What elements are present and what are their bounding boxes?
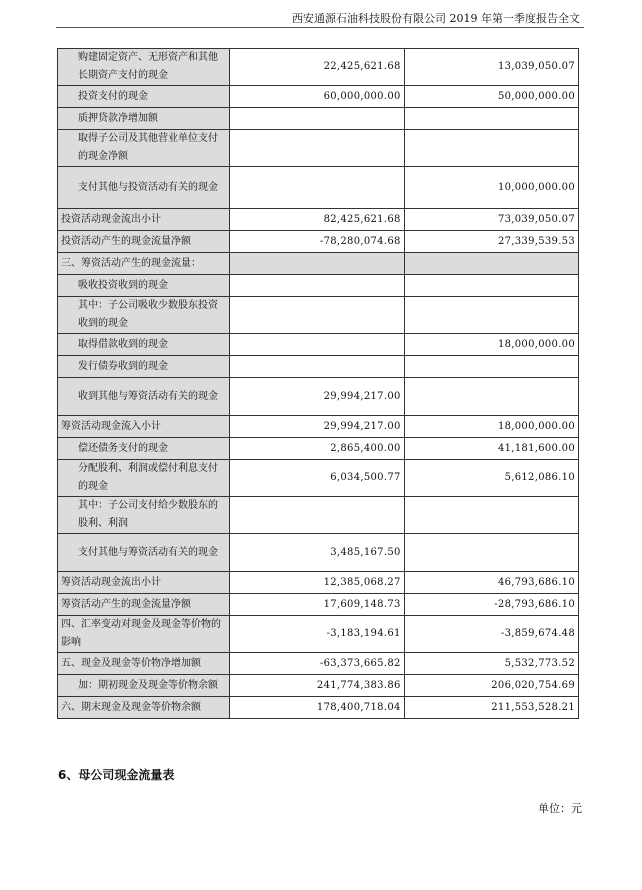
current-period-value — [230, 334, 404, 356]
prior-period-value — [404, 534, 578, 572]
table-row — [58, 231, 579, 253]
current-period-value — [230, 108, 404, 130]
table-row — [58, 297, 579, 334]
row-label: 支付其他与投资活动有关的现金 — [58, 167, 230, 209]
current-period-value: 3,485,167.50 — [230, 534, 404, 572]
prior-period-value: 206,020,754.69 — [404, 675, 578, 697]
prior-period-value: 18,000,000.00 — [404, 334, 578, 356]
current-period-value — [230, 253, 404, 275]
row-label: 发行债券收到的现金 — [58, 356, 230, 378]
current-period-value: 22,425,621.68 — [230, 49, 404, 86]
current-period-value: 60,000,000.00 — [230, 86, 404, 108]
row-label: 支付其他与筹资活动有关的现金 — [58, 534, 230, 572]
prior-period-value: 10,000,000.00 — [404, 167, 578, 209]
table-row — [58, 253, 579, 275]
row-label: 吸收投资收到的现金 — [58, 275, 230, 297]
section-title: 6、母公司现金流量表 — [58, 768, 175, 782]
table-row — [58, 209, 579, 231]
current-period-value — [230, 167, 404, 209]
row-label: 质押贷款净增加额 — [58, 108, 230, 130]
current-period-value: 29,994,217.00 — [230, 378, 404, 416]
table-row — [58, 697, 579, 719]
current-period-value: 2,865,400.00 — [230, 438, 404, 460]
table-row — [58, 497, 579, 534]
report-header-title: 西安通源石油科技股份有限公司 2019 年第一季度报告全文 — [292, 12, 580, 25]
prior-period-value: 5,612,086.10 — [404, 460, 578, 497]
row-label: 六、期末现金及现金等价物余额 — [58, 697, 230, 719]
row-label: 分配股利、利润或偿付利息支付的现金 — [58, 460, 230, 497]
table-row — [58, 378, 579, 416]
row-label: 筹资活动现金流入小计 — [58, 416, 230, 438]
table-row — [58, 167, 579, 209]
row-label: 投资活动现金流出小计 — [58, 209, 230, 231]
current-period-value — [230, 497, 404, 534]
table-row — [58, 594, 579, 616]
unit-label: 单位：元 — [538, 802, 582, 815]
row-label: 筹资活动现金流出小计 — [58, 572, 230, 594]
prior-period-value: 27,339,539.53 — [404, 231, 578, 253]
current-period-value: -78,280,074.68 — [230, 231, 404, 253]
row-label: 取得借款收到的现金 — [58, 334, 230, 356]
current-period-value: 12,385,068.27 — [230, 572, 404, 594]
current-period-value: 241,774,383.86 — [230, 675, 404, 697]
current-period-value — [230, 297, 404, 334]
table-row — [58, 653, 579, 675]
prior-period-value: 50,000,000.00 — [404, 86, 578, 108]
row-label: 取得子公司及其他营业单位支付的现金净额 — [58, 130, 230, 167]
prior-period-value: -3,859,674.48 — [404, 616, 578, 653]
table-row — [58, 534, 579, 572]
row-label: 其中：子公司吸收少数股东投资收到的现金 — [58, 297, 230, 334]
prior-period-value: 211,553,528.21 — [404, 697, 578, 719]
prior-period-value — [404, 130, 578, 167]
current-period-value: -3,183,194.61 — [230, 616, 404, 653]
prior-period-value — [404, 356, 578, 378]
table-row — [58, 108, 579, 130]
prior-period-value: 46,793,686.10 — [404, 572, 578, 594]
table-row — [58, 572, 579, 594]
row-label: 三、筹资活动产生的现金流量： — [58, 253, 230, 275]
current-period-value: 178,400,718.04 — [230, 697, 404, 719]
current-period-value: -63,373,665.82 — [230, 653, 404, 675]
current-period-value: 29,994,217.00 — [230, 416, 404, 438]
table-row — [58, 416, 579, 438]
current-period-value: 82,425,621.68 — [230, 209, 404, 231]
prior-period-value — [404, 253, 578, 275]
row-label: 偿还债务支付的现金 — [58, 438, 230, 460]
prior-period-value: -28,793,686.10 — [404, 594, 578, 616]
prior-period-value — [404, 275, 578, 297]
prior-period-value: 5,532,773.52 — [404, 653, 578, 675]
table-row — [58, 86, 579, 108]
prior-period-value — [404, 497, 578, 534]
current-period-value — [230, 275, 404, 297]
row-label: 五、现金及现金等价物净增加额 — [58, 653, 230, 675]
current-period-value: 6,034,500.77 — [230, 460, 404, 497]
prior-period-value: 18,000,000.00 — [404, 416, 578, 438]
row-label: 其中：子公司支付给少数股东的股利、利润 — [58, 497, 230, 534]
header-divider — [56, 27, 584, 28]
table-row — [58, 130, 579, 167]
table-row — [58, 275, 579, 297]
table-row — [58, 438, 579, 460]
prior-period-value — [404, 108, 578, 130]
table-row — [58, 675, 579, 697]
row-label: 购建固定资产、无形资产和其他长期资产支付的现金 — [58, 49, 230, 86]
table-row — [58, 49, 579, 86]
table-row — [58, 616, 579, 653]
cash-flow-table — [57, 48, 579, 719]
current-period-value — [230, 356, 404, 378]
row-label: 投资支付的现金 — [58, 86, 230, 108]
table-row — [58, 460, 579, 497]
prior-period-value: 41,181,600.00 — [404, 438, 578, 460]
prior-period-value — [404, 297, 578, 334]
row-label: 收到其他与筹资活动有关的现金 — [58, 378, 230, 416]
row-label: 加：期初现金及现金等价物余额 — [58, 675, 230, 697]
prior-period-value: 13,039,050.07 — [404, 49, 578, 86]
current-period-value — [230, 130, 404, 167]
current-period-value: 17,609,148.73 — [230, 594, 404, 616]
table-row — [58, 356, 579, 378]
prior-period-value: 73,039,050.07 — [404, 209, 578, 231]
table-row — [58, 334, 579, 356]
row-label: 投资活动产生的现金流量净额 — [58, 231, 230, 253]
row-label: 四、汇率变动对现金及现金等价物的影响 — [58, 616, 230, 653]
prior-period-value — [404, 378, 578, 416]
row-label: 筹资活动产生的现金流量净额 — [58, 594, 230, 616]
